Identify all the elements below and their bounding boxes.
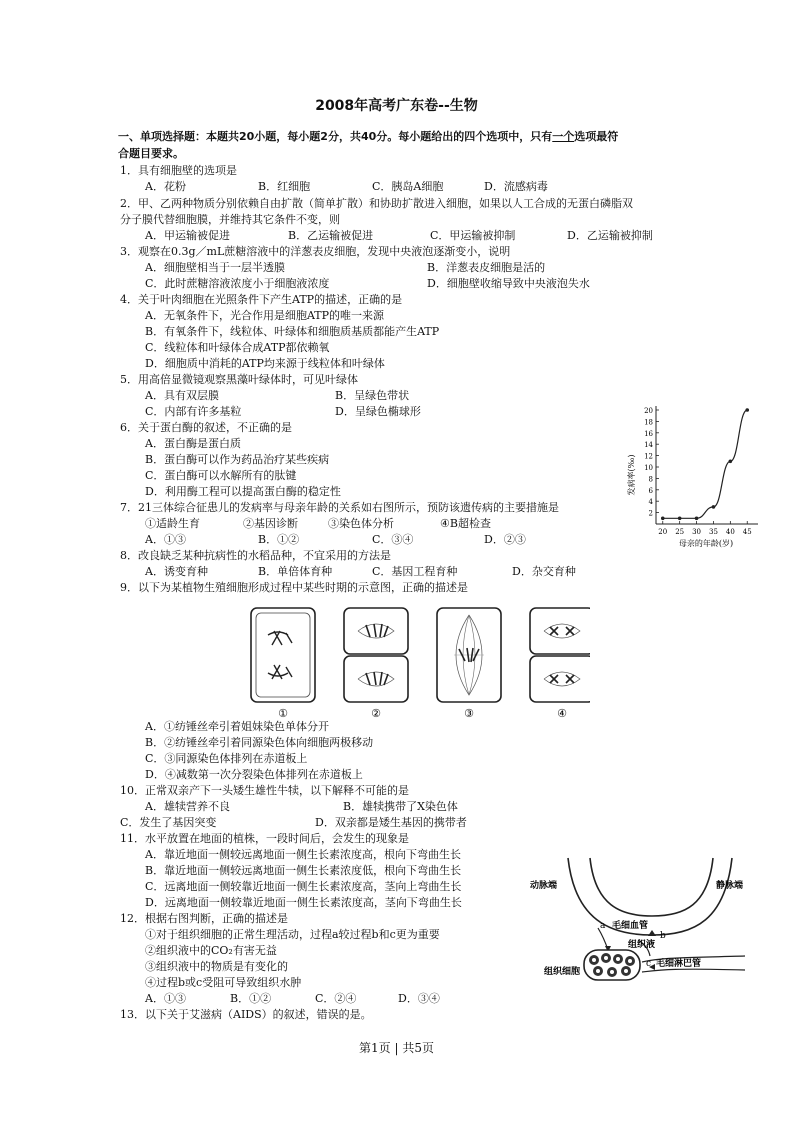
q12-option-c: C．②④	[315, 992, 357, 1005]
figure9-label-1: ①	[278, 707, 288, 720]
incidence-chart	[614, 400, 764, 550]
q10-option-d: D．双亲都是矮生基因的携带者	[315, 816, 467, 829]
chart-series-line	[663, 410, 747, 518]
chart-point	[678, 517, 682, 521]
q12-option-d: D．③④	[398, 992, 440, 1005]
page-title: 2008年高考广东卷--生物	[315, 98, 478, 114]
q8-option-b: B．单倍体育种	[258, 565, 333, 578]
label-arterial-end: 动脉端	[530, 881, 558, 891]
q8-option-c: C．基因工程育种	[372, 565, 458, 578]
q4-option-d: D．细胞质中消耗的ATP均来源于线粒体和叶绿体	[145, 357, 385, 370]
q7-option-a: A．①③	[145, 533, 186, 546]
chart-x-tick-label: 25	[675, 528, 685, 536]
q9-option-b: B．②纺锤丝牵引着同源染色体向细胞两极移动	[145, 736, 374, 749]
chart-y-tick-label: 14	[644, 441, 653, 450]
q8-option-a: A．诱变育种	[145, 565, 208, 578]
question-10: 10．正常双亲产下一头矮生雄性牛犊，以下解释不可能的是	[120, 784, 409, 797]
q7-measure-4: ④B超检查	[440, 517, 491, 530]
chart-xlabel: 母亲的年龄(岁)	[678, 539, 734, 548]
q6-option-d: D．利用酶工程可以提高蛋白酶的稳定性	[145, 485, 341, 498]
question-2: 2．甲、乙两种物质分别依赖自由扩散（简单扩散）和协助扩散进入细胞，如果以人工合成的无蛋白磷脂双	[120, 197, 633, 210]
figure9-label-2: ②	[371, 707, 381, 720]
q12-statement-1: ①对于组织细胞的正常生理活动，过程a较过程b和c更为重要	[145, 928, 440, 941]
chart-y-tick-label: 8	[648, 475, 653, 484]
q3-option-a: A．细胞壁相当于一层半透膜	[145, 261, 285, 274]
q5-option-d: D．呈绿色椭球形	[335, 405, 421, 418]
chart-y-tick-label: 2	[648, 509, 653, 518]
q11-option-a: A．靠近地面一侧较远离地面一侧生长素浓度高，根向下弯曲生长	[145, 848, 461, 861]
question-6: 6．关于蛋白酶的叙述，不正确的是	[120, 421, 292, 434]
q5-option-a: A．具有双层膜	[145, 389, 219, 402]
figure9-label-4: ④	[557, 707, 567, 720]
q9-option-a: A．①纺锤丝牵引着姐妹染色单体分开	[145, 720, 329, 733]
q1-option-d: D．流感病毒	[484, 180, 548, 193]
chart-y-tick-label: 10	[644, 464, 653, 472]
chart-y-tick-label: 6	[648, 486, 653, 495]
q2-option-b: B．乙运输被促进	[288, 229, 374, 242]
q1-option-b: B．红细胞	[258, 180, 311, 193]
chart-y-tick-label: 18	[644, 418, 653, 427]
question-3: 3．观察在0.3g／mL蔗糖溶液中的洋葱表皮细胞，发现中央液泡逐渐变小，说明	[120, 245, 511, 258]
q7-measure-2: ②基因诊断	[243, 517, 298, 530]
q9-option-d: D．④减数第一次分裂染色体排列在赤道板上	[145, 768, 363, 781]
cell-diagram-4	[530, 608, 590, 702]
section-heading-cont: 合题目要求。	[118, 147, 184, 160]
cell-diagram-1	[251, 608, 315, 702]
chart-point	[661, 517, 665, 521]
q10-option-b: B．雄犊携带了X染色体	[343, 800, 458, 813]
q5-option-b: B．呈绿色带状	[335, 389, 410, 402]
chart-x-tick-label: 20	[658, 528, 668, 536]
chart-ylabel: 发病率(‰)	[627, 454, 636, 496]
q7-measure-3: ③染色体分析	[328, 517, 394, 530]
chart-y-tick-label: 20	[644, 407, 653, 415]
question-4: 4．关于叶肉细胞在光照条件下产生ATP的描述，正确的是	[120, 293, 403, 306]
label-tissue-cells: 组织细胞	[544, 967, 581, 977]
q6-option-a: A．蛋白酶是蛋白质	[145, 437, 241, 450]
cell-diagram-2	[344, 608, 408, 702]
q11-option-c: C．远离地面一侧较靠近地面一侧生长素浓度高，茎向上弯曲生长	[145, 880, 462, 893]
q2-option-d: D．乙运输被抑制	[567, 229, 653, 242]
question-11: 11．水平放置在地面的植株，一段时间后，会发生的现象是	[120, 832, 409, 845]
question-1: 1．具有细胞壁的选项是	[120, 164, 237, 177]
label-venous-end: 静脉端	[716, 881, 744, 891]
chart-y-tick-label: 16	[644, 429, 653, 438]
question-5: 5．用高倍显微镜观察黑藻叶绿体时，可见叶绿体	[120, 373, 358, 386]
q7-option-d: D．②③	[484, 533, 526, 546]
chart-x-tick-label: 45	[742, 528, 752, 536]
label-lymph-capillary: 毛细淋巴管	[656, 959, 702, 969]
label-tissue-fluid: 组织液	[628, 940, 656, 950]
chart-point	[729, 460, 733, 464]
tissue-cells	[584, 950, 640, 980]
q1-option-a: A．花粉	[145, 180, 186, 193]
capillary-diagram	[520, 850, 765, 1005]
chart-x-tick-label: 35	[708, 528, 718, 536]
label-process-a: a	[600, 921, 606, 931]
section-heading: 一、单项选择题：本题共20小题，每小题2分，共40分。每小题给出的四个选项中，只有一个选项最符	[118, 130, 619, 143]
q12-option-b: B．①②	[230, 992, 272, 1005]
page-footer: 第1页 | 共5页	[359, 1041, 434, 1055]
q6-option-c: C．蛋白酶可以水解所有的肽键	[145, 469, 297, 482]
q3-option-c: C．此时蔗糖溶液浓度小于细胞液浓度	[145, 277, 330, 290]
q10-option-c: C．发生了基因突变	[120, 816, 217, 829]
q7-measure-1: ①适龄生育	[145, 517, 200, 530]
chart-point	[745, 408, 749, 412]
q7-option-b: B．①②	[258, 533, 300, 546]
label-capillary: 毛细血管	[612, 921, 649, 931]
chart-x-tick-label: 40	[725, 528, 735, 536]
q12-option-a: A．①③	[145, 992, 186, 1005]
cell-division-figure	[246, 605, 590, 720]
q6-option-b: B．蛋白酶可以作为药品治疗某些疾病	[145, 453, 330, 466]
q2-option-a: A．甲运输被促进	[145, 229, 230, 242]
chart-point	[712, 505, 716, 509]
q11-option-b: B．靠近地面一侧较远离地面一侧生长素浓度低，根向下弯曲生长	[145, 864, 462, 877]
chart-y-tick-label: 4	[648, 498, 653, 507]
q3-option-d: D．细胞壁收缩导致中央液泡失水	[427, 277, 590, 290]
q10-option-a: A．雄犊营养不良	[145, 800, 230, 813]
q4-option-a: A．无氧条件下，光合作用是细胞ATP的唯一来源	[145, 309, 385, 322]
label-process-b: b	[660, 931, 666, 941]
q2-option-c: C．甲运输被抑制	[430, 229, 516, 242]
q9-option-c: C．③同源染色体排列在赤道板上	[145, 752, 308, 765]
chart-point	[695, 517, 699, 521]
question-9: 9．以下为某植物生殖细胞形成过程中某些时期的示意图，正确的描述是	[120, 581, 468, 594]
q11-option-d: D．远离地面一侧较靠近地面一侧生长素浓度高，茎向下弯曲生长	[145, 896, 462, 909]
q8-option-d: D．杂交育种	[512, 565, 576, 578]
q3-option-b: B．洋葱表皮细胞是活的	[427, 261, 546, 274]
cell-diagram-3	[437, 608, 501, 702]
q12-statement-4: ④过程b或c受阻可导致组织水肿	[145, 976, 302, 989]
q7-option-c: C．③④	[372, 533, 414, 546]
question-12: 12．根据右图判断，正确的描述是	[120, 912, 288, 925]
label-process-c: c	[646, 959, 652, 969]
chart-x-tick-label: 30	[692, 528, 702, 536]
q12-statement-2: ②组织液中的CO₂有害无益	[145, 944, 277, 957]
q4-option-b: B．有氧条件下，线粒体、叶绿体和细胞质基质都能产生ATP	[145, 325, 440, 338]
q12-statement-3: ③组织液中的物质是有变化的	[145, 960, 288, 973]
q4-option-c: C．线粒体和叶绿体合成ATP都依赖氧	[145, 341, 330, 354]
question-13: 13．以下关于艾滋病（AIDS）的叙述，错误的是。	[120, 1008, 372, 1021]
chart-y-tick-label: 12	[644, 452, 653, 461]
figure9-label-3: ③	[464, 707, 474, 720]
question-8: 8．改良缺乏某种抗病性的水稻品种，不宜采用的方法是	[120, 549, 391, 562]
question-7: 7．21三体综合征患儿的发病率与母亲年龄的关系如右图所示，预防该遗传病的主要措施是	[120, 501, 559, 514]
q1-option-c: C．胰岛A细胞	[372, 180, 444, 193]
q5-option-c: C．内部有许多基粒	[145, 405, 242, 418]
question-2-cont: 分子膜代替细胞膜，并维持其它条件不变，则	[120, 213, 340, 226]
